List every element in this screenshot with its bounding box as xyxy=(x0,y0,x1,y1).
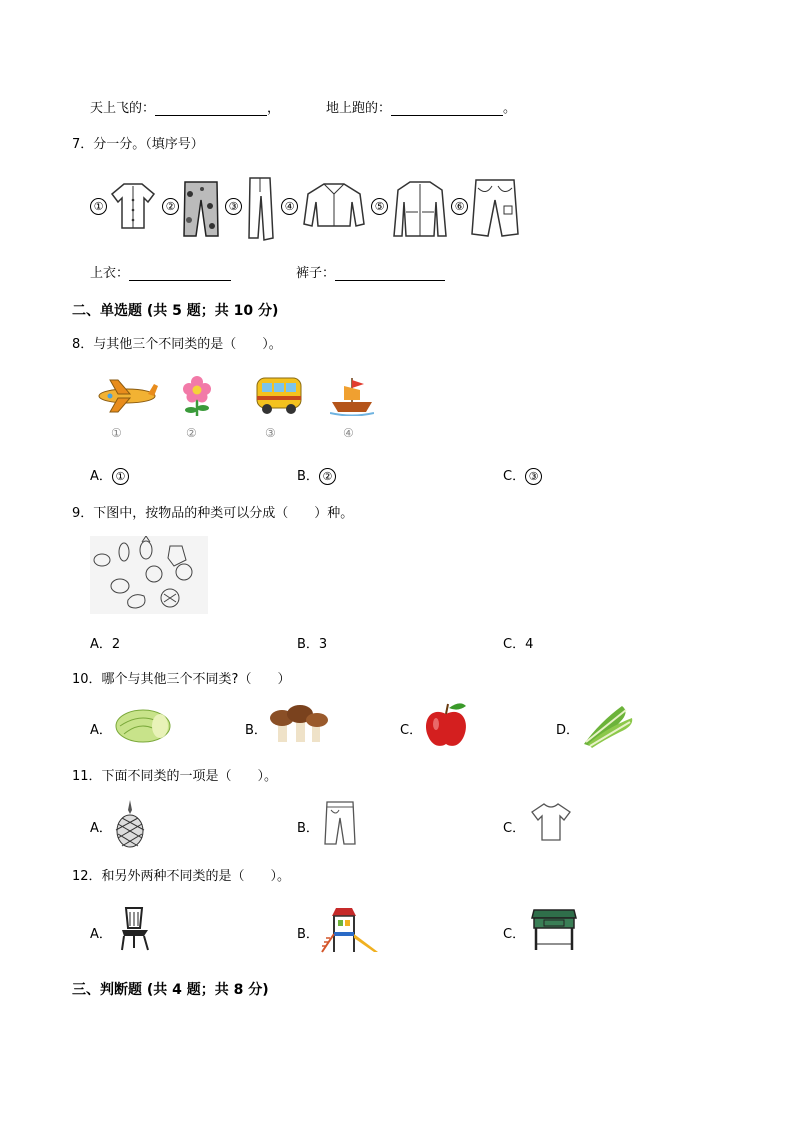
q10-option-b[interactable]: B． xyxy=(245,723,267,738)
q12-option-a[interactable]: A． xyxy=(90,927,112,942)
q8-option-c[interactable]: C． ③ xyxy=(503,465,542,485)
q11-stem: 11．下面不同类的一项是（ ）。 xyxy=(72,769,278,784)
q8-pic-label-4: ④ xyxy=(343,426,354,440)
chair-icon xyxy=(118,906,152,952)
section-2-heading: 二、单选题 (共 5 题；共 10 分) xyxy=(72,303,279,319)
q9-stem: 9．下图中，按物品的种类可以分成（ ）种。 xyxy=(72,506,354,521)
comma: ， xyxy=(267,101,281,116)
q10-option-c[interactable]: C． xyxy=(400,723,423,738)
q9-option-c[interactable]: C．4 xyxy=(503,637,534,652)
camo-pants-icon xyxy=(180,180,222,238)
q8-pic-label-3: ③ xyxy=(265,426,276,440)
tops-label: 上衣： xyxy=(90,266,130,281)
q10-option-a[interactable]: A． xyxy=(90,723,112,738)
ground-blank[interactable] xyxy=(391,101,503,116)
playground-slide-icon xyxy=(320,906,382,954)
q8-stem: 8．与其他三个不同类的是（ ）。 xyxy=(72,337,282,352)
q11-option-a[interactable]: A． xyxy=(90,821,112,836)
pants-blank[interactable] xyxy=(335,266,445,281)
q8-option-b[interactable]: B． ② xyxy=(297,465,336,485)
q11-option-c[interactable]: C． xyxy=(503,821,526,836)
t-shirt-icon xyxy=(530,802,572,842)
apple-icon xyxy=(422,700,470,750)
bus-icon xyxy=(255,374,303,416)
sky-blank[interactable] xyxy=(155,101,267,116)
q12-stem: 12．和另外两种不同类的是（ ）。 xyxy=(72,869,291,884)
q6-answer-line-2 xyxy=(326,97,516,116)
q10-option-d[interactable]: D． xyxy=(556,723,580,738)
period: 。 xyxy=(503,101,517,116)
q7-num-6: ⑥ xyxy=(451,198,468,215)
q7-answer-tops xyxy=(90,262,231,281)
ground-label: 地上跑的： xyxy=(326,101,392,116)
long-pants-icon xyxy=(246,176,276,242)
sketch-items-icon xyxy=(90,536,208,614)
q7-stem: 7．分一分。（填序号） xyxy=(72,137,204,152)
q12-option-c[interactable]: C． xyxy=(503,927,526,942)
flower-icon xyxy=(180,374,214,418)
jacket-icon xyxy=(302,180,366,230)
table-icon xyxy=(530,906,578,952)
pants-label: 裤子： xyxy=(296,266,336,281)
lettuce-icon xyxy=(580,702,636,748)
q8-pic-label-1: ① xyxy=(111,426,122,440)
airplane-icon xyxy=(96,374,158,416)
q9-option-a[interactable]: A．2 xyxy=(90,637,121,652)
short-sleeve-shirt-icon xyxy=(110,180,156,232)
tops-blank[interactable] xyxy=(129,266,231,281)
mushrooms-icon xyxy=(268,702,330,746)
cabbage-icon xyxy=(114,704,172,744)
pineapple-icon xyxy=(112,800,148,848)
q9-option-b[interactable]: B．3 xyxy=(297,637,328,652)
q8-pic-label-2: ② xyxy=(186,426,197,440)
q7-num-2: ② xyxy=(162,198,179,215)
q11-option-b[interactable]: B． xyxy=(297,821,319,836)
q7-num-1: ① xyxy=(90,198,107,215)
trousers-icon xyxy=(470,178,520,238)
q6-answer-line xyxy=(90,97,280,116)
q7-answer-pants xyxy=(296,262,445,281)
q7-num-3: ③ xyxy=(225,198,242,215)
q7-num-5: ⑤ xyxy=(371,198,388,215)
q8-option-a[interactable]: A． ① xyxy=(90,465,129,485)
coat-icon xyxy=(392,178,448,240)
section-3-heading: 三、判断题 (共 4 题；共 8 分) xyxy=(72,982,269,998)
q12-option-b[interactable]: B． xyxy=(297,927,319,942)
q10-stem: 10．哪个与其他三个不同类?（ ） xyxy=(72,672,291,687)
q7-num-4: ④ xyxy=(281,198,298,215)
pants-icon xyxy=(322,800,358,846)
sailboat-icon xyxy=(330,376,374,416)
sky-label: 天上飞的： xyxy=(90,101,156,116)
